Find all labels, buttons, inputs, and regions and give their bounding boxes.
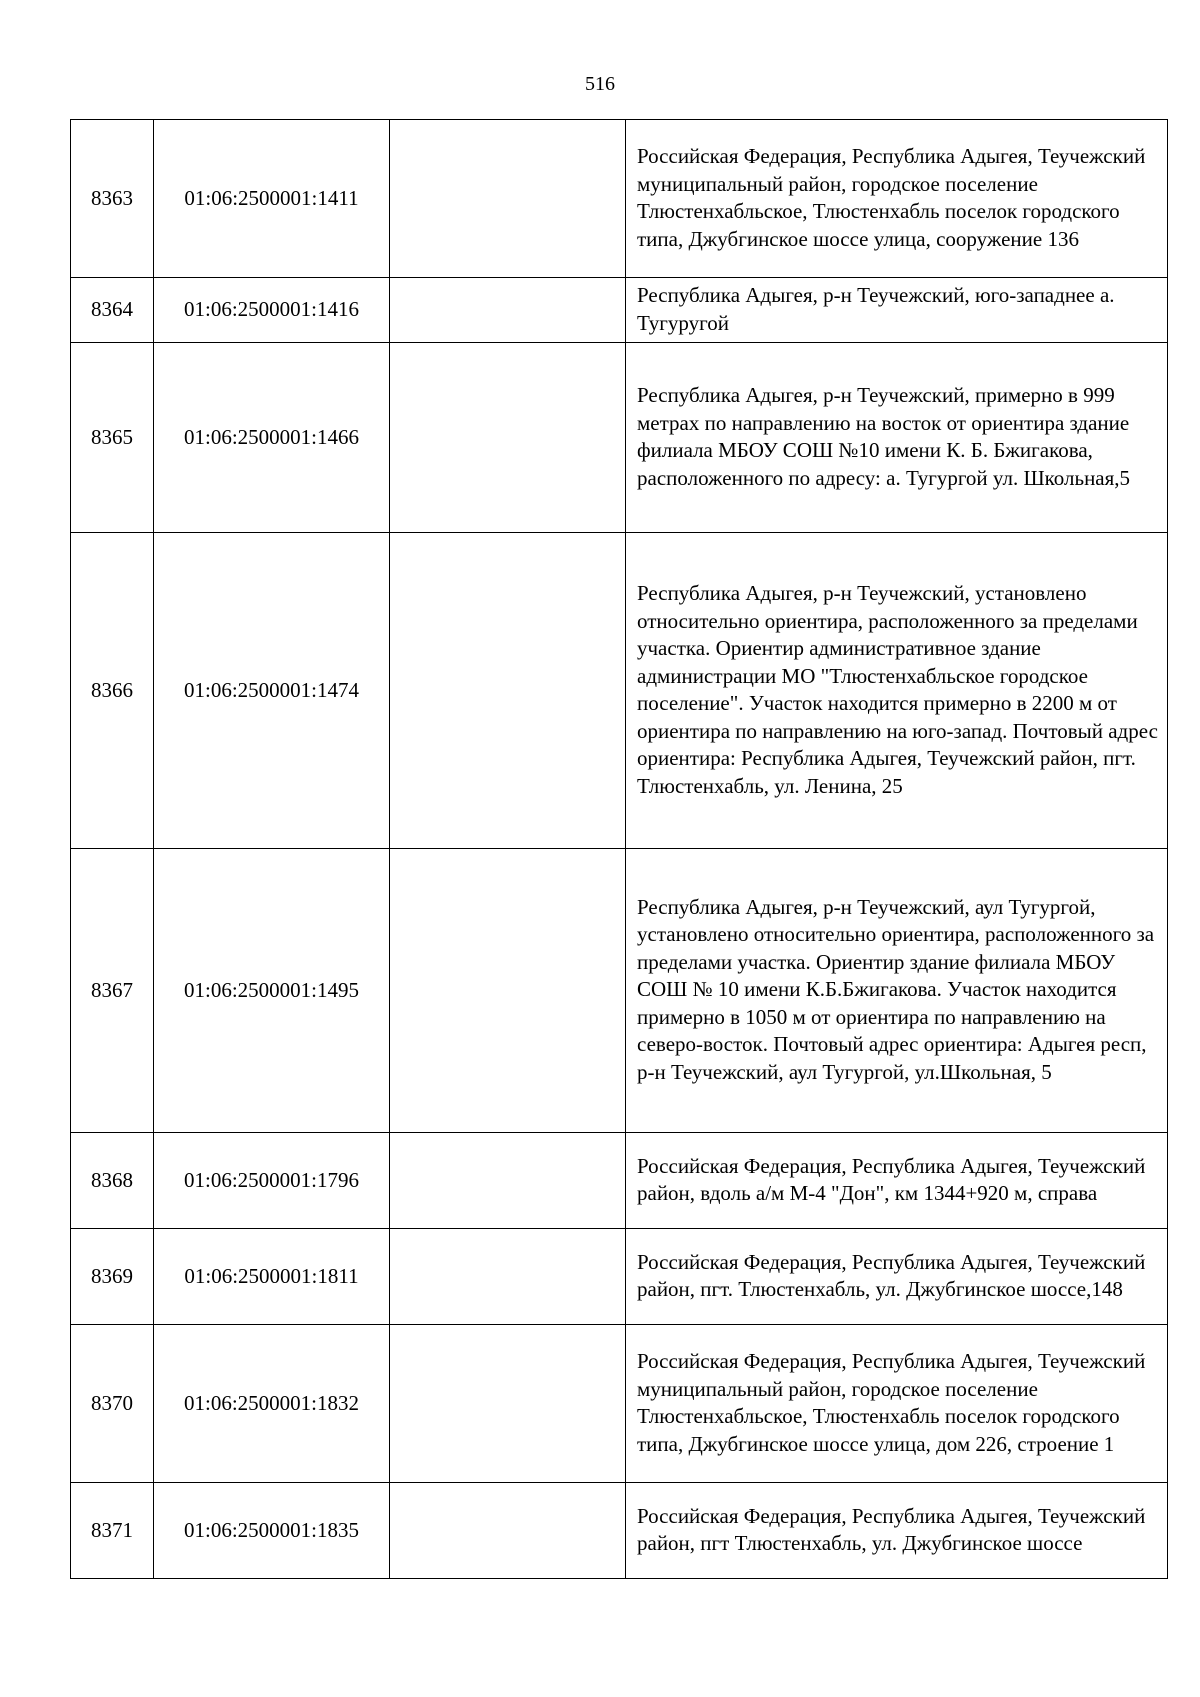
table-row [71,278,1168,343]
row-number: 8365 [71,343,154,533]
address-cell: Российская Федерация, Республика Адыгея, Теучежский район, пгт Тлюстенхабль, ул. Джубгинское шоссе [626,1483,1168,1579]
address-cell: Российская Федерация, Республика Адыгея, Теучежский район, вдоль а/м М-4 "Дон", км 1344+920 м, справа [626,1133,1168,1229]
address-cell: Российская Федерация, Республика Адыгея, Теучежский район, пгт. Тлюстенхабль, ул. Джубгинское шоссе,148 [626,1229,1168,1325]
page-number: 516 [585,73,615,95]
cadastral-number: 01:06:2500001:1832 [154,1325,390,1483]
empty-cell [390,1229,626,1325]
table-row [71,1325,1168,1483]
table-row [71,1483,1168,1579]
cadastral-number: 01:06:2500001:1466 [154,343,390,533]
cadastral-number: 01:06:2500001:1416 [154,278,390,343]
table-row [71,849,1168,1133]
cadastral-number: 01:06:2500001:1495 [154,849,390,1133]
table-row [71,1133,1168,1229]
row-number: 8369 [71,1229,154,1325]
table-row [71,343,1168,533]
address-cell: Российская Федерация, Республика Адыгея, Теучежский муниципальный район, городское поселение Тлюстенхабльское, Тлюстенхабль поселок городского типа, Джубгинское шоссе улица, сооружение 136 [626,120,1168,278]
cadastral-number: 01:06:2500001:1835 [154,1483,390,1579]
address-cell: Российская Федерация, Республика Адыгея, Теучежский муниципальный район, городское поселение Тлюстенхабльское, Тлюстенхабль поселок городского типа, Джубгинское шоссе улица, дом 226, строение 1 [626,1325,1168,1483]
empty-cell [390,1133,626,1229]
table-row [71,1229,1168,1325]
row-number: 8370 [71,1325,154,1483]
empty-cell [390,343,626,533]
cadastral-number: 01:06:2500001:1474 [154,533,390,849]
empty-cell [390,849,626,1133]
cadastral-number: 01:06:2500001:1411 [154,120,390,278]
row-number: 8364 [71,278,154,343]
row-number: 8367 [71,849,154,1133]
row-number: 8363 [71,120,154,278]
row-number: 8366 [71,533,154,849]
empty-cell [390,278,626,343]
cadastral-number: 01:06:2500001:1796 [154,1133,390,1229]
empty-cell [390,533,626,849]
cadastral-number: 01:06:2500001:1811 [154,1229,390,1325]
table-row [71,533,1168,849]
empty-cell [390,120,626,278]
registry-table [70,119,1168,1579]
address-cell: Республика Адыгея, р-н Теучежский, аул Тугургой, установлено относительно ориентира, расположенного за пределами участка. Ориентир здание филиала МБОУ СОШ № 10 имени К.Б.Бжигакова. Участок находится примерно в 1050 м от ориентира по направлению на северо-восток. Почтовый адрес ориентира: Адыгея респ, р-н Теучежский, аул Тугургой, ул.Школьная, 5 [626,849,1168,1133]
table-row [71,120,1168,278]
address-cell: Республика Адыгея, р-н Теучежский, примерно в 999 метрах по направлению на восток от ориентира здание филиала МБОУ СОШ №10 имени К. Б. Бжигакова, расположенного по адресу: а. Тугургой ул. Школьная,5 [626,343,1168,533]
address-cell: Республика Адыгея, р-н Теучежский, юго-западнее а. Тугуругой [626,278,1168,343]
row-number: 8371 [71,1483,154,1579]
empty-cell [390,1325,626,1483]
row-number: 8368 [71,1133,154,1229]
address-cell: Республика Адыгея, р-н Теучежский, установлено относительно ориентира, расположенного за пределами участка. Ориентир административное здание администрации МО "Тлюстенхабльское городское поселение". Участок находится примерно в 2200 м от ориентира по направлению на юго-запад. Почтовый адрес ориентира: Республика Адыгея, Теучежский район, пгт. Тлюстенхабль, ул. Ленина, 25 [626,533,1168,849]
empty-cell [390,1483,626,1579]
